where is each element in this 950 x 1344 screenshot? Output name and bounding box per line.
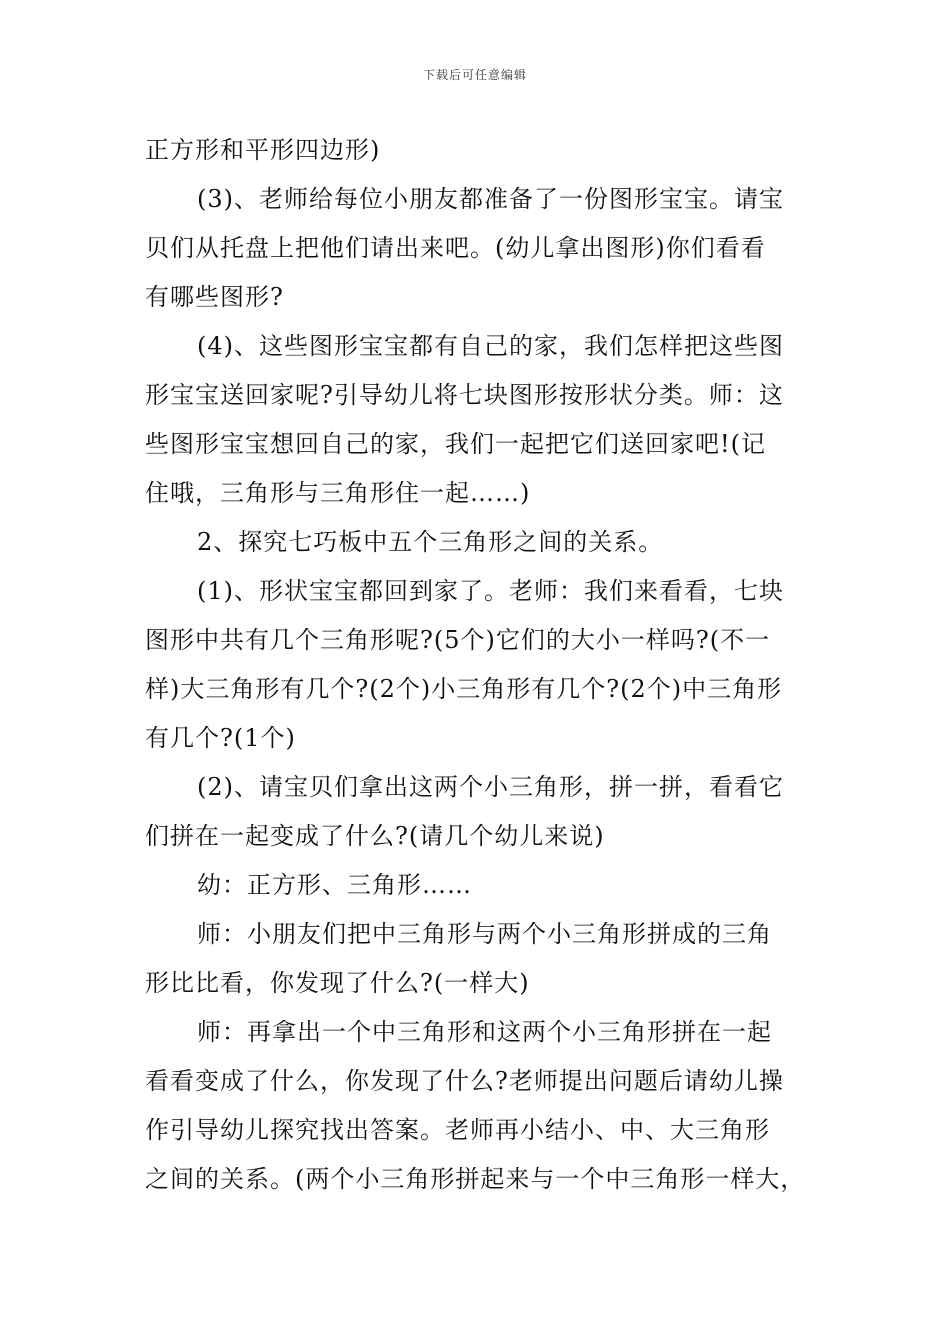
text-line: (2)、请宝贝们拿出这两个小三角形，拼一拼，看看它 [197,773,784,801]
text-line: 之间的关系。(两个小三角形拼起来与一个中三角形一样大， [145,1165,806,1193]
text-line: 形宝宝送回家呢?引导幼儿将七块图形按形状分类。师：这 [145,381,784,409]
text-line: 些图形宝宝想回自己的家，我们一起把它们送回家吧!(记 [145,430,767,458]
page-header: 下载后可任意编辑 [422,68,527,82]
text-line: 2、探究七巧板中五个三角形之间的关系。 [197,528,664,556]
text-line: (4)、这些图形宝宝都有自己的家，我们怎样把这些图 [197,332,784,360]
text-line: 们拼在一起变成了什么?(请几个幼儿来说) [145,822,605,850]
text-line: 幼：正方形、三角形…… [197,871,472,899]
text-line: 图形中共有几个三角形呢?(5个)它们的大小一样吗?(不一 [145,626,771,654]
text-line: 师：小朋友们把中三角形与两个小三角形拼成的三角 [197,920,772,948]
text-line: (3)、老师给每位小朋友都准备了一份图形宝宝。请宝 [197,185,784,213]
text-line: (1)、形状宝宝都回到家了。老师：我们来看看，七块 [197,577,784,605]
text-line: 有哪些图形? [145,283,284,311]
text-line: 正方形和平形四边形) [145,136,381,164]
text-line: 看看变成了什么，你发现了什么?老师提出问题后请幼儿操 [145,1067,784,1095]
text-line: 有几个?(1个) [145,724,296,752]
text-line: 住哦，三角形与三角形住一起……) [145,479,531,507]
text-line: 师：再拿出一个中三角形和这两个小三角形拼在一起 [197,1018,772,1046]
text-line: 贝们从托盘上把他们请出来吧。(幼儿拿出图形)你们看看 [145,234,766,262]
text-line: 形比比看，你发现了什么?(一样大) [145,969,530,997]
document-body [145,126,815,1204]
text-line: 作引导幼儿探究找出答案。老师再小结小、中、大三角形 [145,1116,770,1144]
text-line: 样)大三角形有几个?(2个)小三角形有几个?(2个)中三角形 [145,675,783,703]
